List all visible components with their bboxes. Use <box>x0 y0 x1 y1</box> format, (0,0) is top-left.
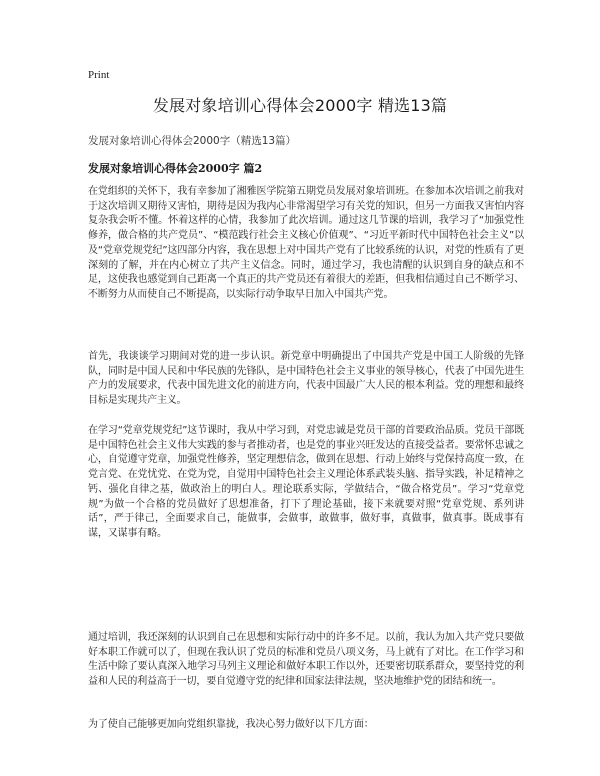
body-paragraph-3: 在学习“党章党规党纪”这节课时，我从中学习到，对党忠诚是党员干部的首要政治品质。党员干部既是中国特色社会主义伟大实践的参与者推动者，也是党的事业兴旺发达的直接受益者。要常怀忠诚之心，自觉遵守党章，加强党性修养，坚定理想信念，做到在思想、行动上始终与党保持高度一致，在党言党、在党忧党、在党为党，自觉用中国特色社会主义理论体系武装头脑、指导实践，补足精神之钙、强化自律之基，做政治上的明白人。理论联系实际，学做结合，“做合格党员”。学习“党章党规”为做一个合格的党员做好了思想准备，打下了理论基础，接下来就要对照“党章党规、系列讲话”，严于律己，全面要求自己，能做事，会做事，敢做事，做好事，真做事，做真事。既成事有谋，又谋事有略。 <box>88 425 524 539</box>
page-title: 发展对象培训心得体会2000字 精选13篇 <box>152 96 448 115</box>
print-link[interactable]: Print <box>88 69 110 81</box>
body-paragraph-2: 首先，我谈谈学习期间对党的进一步认识。新党章中明确提出了中国共产党是中国工人阶级的先锋队，同时是中国人民和中华民族的先锋队，是中国特色社会主义事业的领导核心，代表了中国先进生产力的发展要求，代表中国先进文化的前进方向，代表中国最广大人民的根本利益。党的理想和最终目标是实现共产主义。 <box>88 351 524 407</box>
document-subtitle: 发展对象培训心得体会2000字（精选13篇） <box>88 135 297 147</box>
body-paragraph-5: 为了使自己能够更加向党组织靠拢，我决心努力做好以下几方面： <box>88 719 374 730</box>
section-heading: 发展对象培训心得体会2000字 篇2 <box>88 162 263 175</box>
body-paragraph-4: 通过培训，我还深刻的认识到自己在思想和实际行动中的许多不足。以前，我认为加入共产党只要做好本职工作就可以了，但现在我认识了党员的标准和党员八项义务，马上就有了对比。在工作学习和生活中除了要认真深入地学习马列主义理论和做好本职工作以外，还要密切联系群众，要坚持党的利益和人民的利益高于一切，要自觉遵守党的纪律和国家法律法规，坚决地维护党的团结和统一。 <box>88 632 524 688</box>
body-paragraph-1: 在党组织的关怀下，我有幸参加了湘雅医学院第五期党员发展对象培训班。在参加本次培训之前我对于这次培训又期待又害怕，期待是因为我内心非常渴望学习有关党的知识，但另一方面我又害怕内容复杂我会听不懂。怀着这样的心情，我参加了此次培训。通过这几节课的培训，我学习了“加强党性修养，做合格的共产党员”、“模范践行社会主义核心价值观”、“习近平新时代中国特色社会主义”以及“党章党规党纪”这四部分内容，我在思想上对中国共产党有了比较系统的认识，对党的性质有了更深刻的了解，并在内心树立了共产主义信念。同时，通过学习，我也清醒的认识到自身的缺点和不足，这使我也感觉到自己距离一个真正的共产党员还有着很大的差距，但我相信通过自己不断学习、不断努力从而使自己不断提高，以实际行动争取早日加入中国共产党。 <box>88 186 524 300</box>
